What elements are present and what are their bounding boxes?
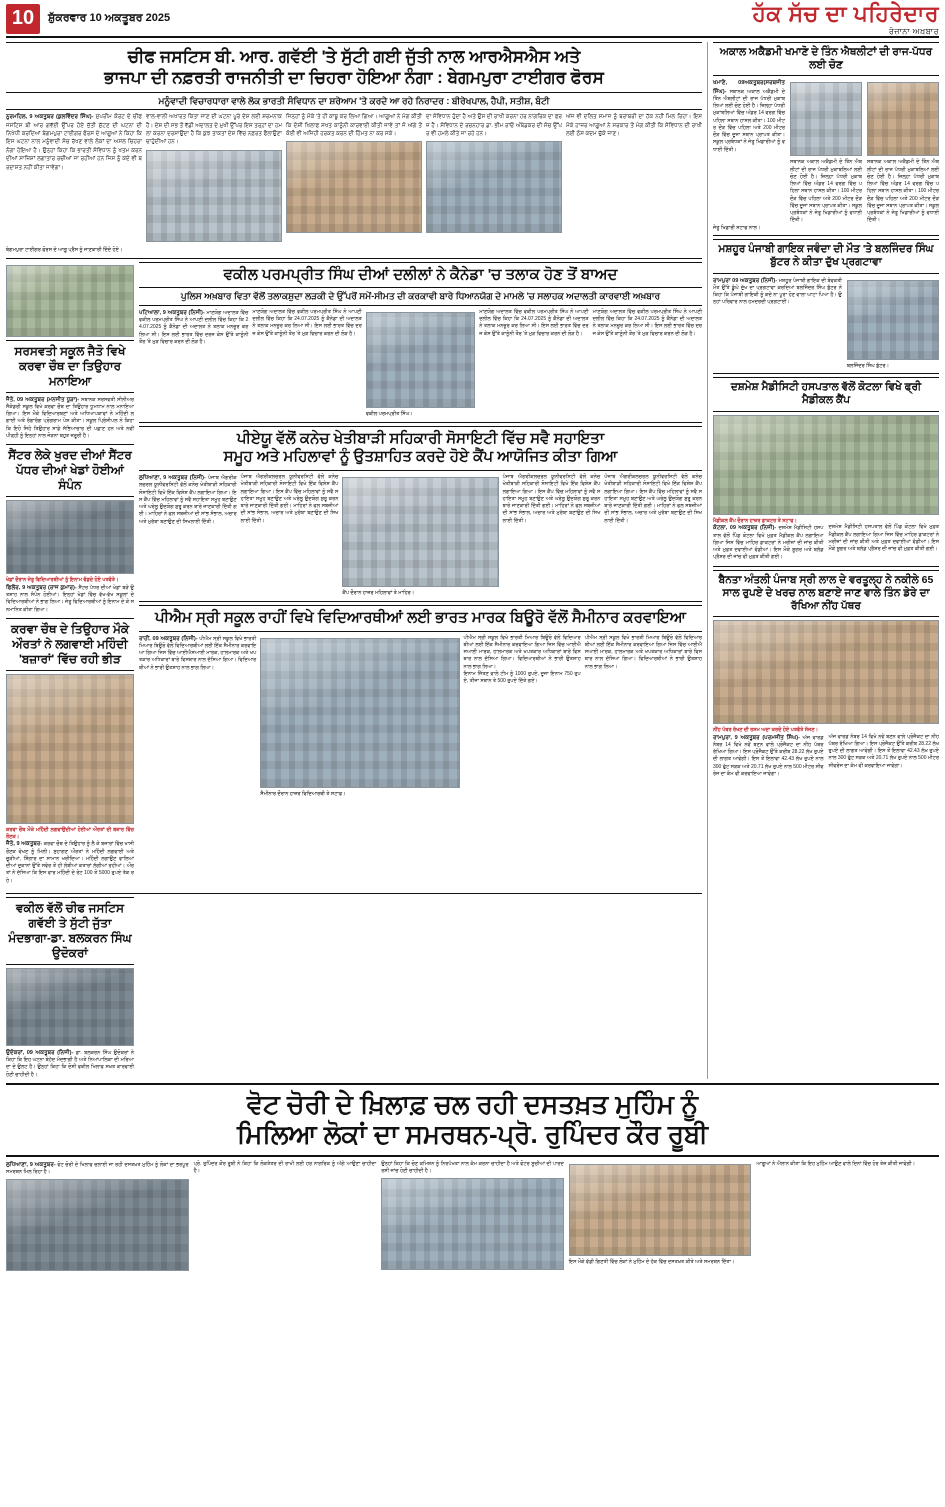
story-hospital [713, 377, 939, 561]
divider-r2 [713, 373, 939, 374]
pau-byline: ਲੁਧਿਆਣਾ, 9 ਅਕਤੂਬਰ (ਨਿਜੀ)- [139, 475, 206, 482]
pau-headline [139, 426, 702, 472]
hospital-headline: ਦਸ਼ਮੇਸ਼ ਮੈਡੀਸਿਟੀ ਹਸਪਤਾਲ ਵੱਲੋਂ ਕੋਟਲਾ ਵਿਖੇ ਫ੍ਰੀ ਮੈਡੀਕਲ ਕੈਂਪ [713, 377, 939, 411]
lead-photo-b [286, 141, 422, 233]
singer-photo [847, 280, 939, 360]
karva-headline: ਕਰਵਾ ਚੌਥ ਦੇ ਤਿਉਹਾਰ ਮੌਕੇ ਔਰਤਾਂ ਨੇ ਲਗਵਾਈ ਮਹਿੰਦੀ 'ਬਜ਼ਾਰਾਂ' ਵਿੱਚ ਰਹੀ ਭੀੜ [6, 618, 134, 671]
lead-col-4 [426, 113, 562, 245]
lead-photo-caption: ਬੇਗਮਪੁਰਾ ਟਾਈਗਰ ਫੋਰਸ ਦੇ ਆਗੂ ਪ੍ਰੈਸ ਨੂੰ ਜਾਣਕਾਰੀ ਦਿੰਦੇ ਹੋਏ। [6, 246, 123, 253]
page-number: 10 [6, 4, 40, 34]
saraswati-headline: ਸਰਸਵਤੀ ਸਕੂਲ ਜੈਤੋ ਵਿਖੇ ਕਰਵਾ ਚੌਥ ਦਾ ਤਿਉਹਾਰ ਮਨਾਇਆ [6, 340, 134, 393]
divider-r3 [713, 566, 939, 567]
akal-text-2: ਸਥਾਨਕ ਅਕਾਲ ਅਕੈਡਮੀ ਦੇ ਤਿੰਨ ਐਥਲੀਟਾਂ ਦੀ ਰਾਜ ਪੱਧਰੀ ਮੁਕਾਬਲਿਆਂ ਲਈ ਚੋਣ ਹੋਈ ਹੈ। ਜ਼ਿਲ੍ਹਾ ਪੱਧਰੀ ਮੁਕਾਬਲਿਆਂ ਵਿੱਚ ਅੰਡਰ 14 ਵਰਗ ਵਿੱਚ ਪਹਿਲਾ ਸਥਾਨ ਹਾਸਲ ਕੀਤਾ। 100 ਮੀਟਰ ਦੌੜ ਵਿੱਚ ਪਹਿਲਾ ਅਤੇ 200 ਮੀਟਰ ਦੌੜ ਵਿੱਚ ਦੂਜਾ ਸਥਾਨ ਪ੍ਰਾਪਤ ਕੀਤਾ। ਸਕੂਲ ਪ੍ਰਬੰਧਕਾਂ ਨੇ ਜੇਤੂ ਖਿਡਾਰੀਆਂ ਨੂੰ ਵਧਾਈ ਦਿੱਤੀ। [790, 159, 862, 224]
banner-text-2: ਪ੍ਰੋ. ਰੁਪਿੰਦਰ ਕੌਰ ਰੂਬੀ ਨੇ ਕਿਹਾ ਕਿ ਲੋਕਤੰਤਰ ਦੀ ਰਾਖੀ ਲਈ ਹਰ ਨਾਗਰਿਕ ਨੂੰ ਅੱਗੇ ਆਉਣਾ ਚਾਹੀਦਾ ਹੈ। [193, 1160, 377, 1174]
hospital-caption: ਮੈਡੀਕਲ ਕੈਂਪ ਦੌਰਾਨ ਹਾਜ਼ਰ ਡਾਕਟਰ ਤੇ ਸਟਾਫ। [713, 517, 797, 524]
akal-caption: ਜੇਤੂ ਖਿਡਾਰੀ ਸਟਾਫ ਨਾਲ। [713, 224, 761, 231]
divider-3 [139, 601, 702, 602]
singer-headline: ਮਸ਼ਹੂਰ ਪੰਜਾਬੀ ਗਾਇਕ ਜਵੰਦਾ ਦੀ ਮੌਤ 'ਤੇ ਬਲਜਿੰਦਰ ਸਿੰਘ ਬੁੱਟਰ ਨੇ ਕੀਤਾ ਦੁੱਖ ਪ੍ਰਗਟਾਵਾ [713, 239, 939, 273]
karva-byline: ਜੈਤੋ, 9 ਅਕਤੂਬਰ- [6, 841, 43, 848]
story-singer [713, 239, 939, 369]
lead-text-1: ਸੁਪਰੀਮ ਕੋਰਟ ਦੇ ਚੀਫ ਜਸਟਿਸ ਬੀ ਆਰ ਗਵੱਈ ਉੱਪਰ ਹੋਏ ਜੁੱਤੀ ਸੁੱਟਣ ਦੀ ਘਟਨਾ ਦੀ ਨਿਖੇਧੀ ਕਰਦਿਆਂ ਬੇਗਮਪੁਰਾ ਟਾਈਗਰ ਫੋਰਸ ਦੇ ਆਗੂਆਂ ਨੇ ਕਿਹਾ ਕਿ ਇਸ ਘਟਨਾ ਨਾਲ ਮਨੂੰਵਾਦੀ ਸੋਚ ਰੱਖਣ ਵਾਲੇ ਲੋਕਾਂ ਦਾ ਅਸਲ ਚਿਹਰਾ ਨੰਗਾ ਹੋਇਆ ਹੈ। ਉਨ੍ਹਾਂ ਕਿਹਾ ਕਿ ਭਾਰਤੀ ਸੰਵਿਧਾਨ ਨੂੰ ਖਤਮ ਕਰਨ ਦੀਆਂ ਸਾਜ਼ਿਸ਼ਾਂ ਲਗਾਤਾਰ ਰਚੀਆਂ ਜਾ ਰਹੀਆਂ ਹਨ ਜਿਸ ਨੂੰ ਕਦੇ ਵੀ ਬਰਦਾਸ਼ਤ ਨਹੀਂ ਕੀਤਾ ਜਾਵੇਗਾ। [6, 114, 143, 171]
bottom-banner-headline [6, 1083, 939, 1157]
akal-headline: ਅਕਾਲ ਅਕੈਡਮੀ ਖਮਾਣੋ ਦੇ ਤਿੰਨ ਐਥਲੀਟਾਂ ਦੀ ਰਾਜ-ਪੱਧਰ ਲਈ ਚੋਣ [713, 42, 939, 76]
lawyer-bottom-photo [6, 968, 134, 1046]
vakil-byline: ਪਟਿਆਲਾ, 9 ਅਕਤੂਬਰ (ਨਿਜੀ)- [139, 309, 205, 316]
divider-1 [6, 258, 702, 259]
pau-photo [342, 477, 498, 587]
bottom-banner-line1: ਵੋਟ ਚੋਰੀ ਦੇ ਖ਼ਿਲਾਫ਼ ਚਲ ਰਹੀ ਦਸਤਖ਼ਤ ਮੁਹਿੰਮ ਨੂੰ [246, 1088, 699, 1119]
akal-text-3: ਸਥਾਨਕ ਅਕਾਲ ਅਕੈਡਮੀ ਦੇ ਤਿੰਨ ਐਥਲੀਟਾਂ ਦੀ ਰਾਜ ਪੱਧਰੀ ਮੁਕਾਬਲਿਆਂ ਲਈ ਚੋਣ ਹੋਈ ਹੈ। ਜ਼ਿਲ੍ਹਾ ਪੱਧਰੀ ਮੁਕਾਬਲਿਆਂ ਵਿੱਚ ਅੰਡਰ 14 ਵਰਗ ਵਿੱਚ ਪਹਿਲਾ ਸਥਾਨ ਹਾਸਲ ਕੀਤਾ। 100 ਮੀਟਰ ਦੌੜ ਵਿੱਚ ਪਹਿਲਾ ਅਤੇ 200 ਮੀਟਰ ਦੌੜ ਵਿੱਚ ਦੂਜਾ ਸਥਾਨ ਪ੍ਰਾਪਤ ਕੀਤਾ। ਸਕੂਲ ਪ੍ਰਬੰਧਕਾਂ ਨੇ ਜੇਤੂ ਖਿਡਾਰੀਆਂ ਨੂੰ ਵਧਾਈ ਦਿੱਤੀ। [867, 159, 939, 224]
bainat-headline: ਬੈਨਤਾ ਅੰਤਲੀ ਪੰਜਾਬ ਸ੍ਰੀ ਲਾਲ ਦੇ ਵਰਤੂਲ੍ਹ ਨੇ ਨਕੀਲੇ 65 ਸਾਲ ਰੁਪਏ ਦੇ ਖਰਚ ਨਾਲ ਬਣਾਏ ਜਾਣ ਵਾਲੇ ਤਿੰਨ ਡੇਰੇ ਦਾ ਰੱਖਿਆ ਨੀਂਹ ਪੱਥਰ [713, 570, 939, 617]
akal-byline: ਖਮਾਣੋ, 09ਅਕਤੂਬਰ(ਸਰਬਜੀਤ ਸਿੰਘ)- [713, 80, 785, 95]
karva-caption: ਕਰਵਾ ਚੌਥ ਮੌਕੇ ਮਹਿੰਦੀ ਲਗਵਾਉਂਦੀਆਂ ਹੋਈਆਂ ਔਰਤਾਂ ਦੀ ਬਜ਼ਾਰ ਵਿੱਚ ਰੌਣਕ। [6, 826, 134, 840]
pmshri-text-3: ਪੀਐਮ ਸ੍ਰੀ ਸਕੂਲ ਵਿਖੇ ਭਾਰਤੀ ਮਿਆਰ ਬਿਊਰੋ ਵੱਲੋਂ ਵਿਦਿਆਰਥੀਆਂ ਲਈ ਇੱਕ ਸੈਮੀਨਾਰ ਕਰਵਾਇਆ ਗਿਆ ਜਿਸ ਵਿੱਚ ਆਈਐਸਆਈ ਮਾਰਕ, ਹਾਲਮਾਰਕ ਅਤੇ ਖਪਤਕਾਰ ਅਧਿਕਾਰਾਂ ਬਾਰੇ ਵਿਸਥਾਰ ਨਾਲ ਦੱਸਿਆ ਗਿਆ। ਵਿਦਿਆਰਥੀਆਂ ਨੇ ਭਾਰੀ ਉਤਸ਼ਾਹ ਨਾਲ ਭਾਗ ਲਿਆ। [584, 634, 702, 670]
newspaper-brand [752, 1, 939, 37]
banner-col-1 [6, 1161, 189, 1275]
pmshri-photo [260, 638, 459, 788]
pau-text-2: ਪੰਜਾਬ ਐਗਰੀਕਲਚਰਲ ਯੂਨੀਵਰਸਿਟੀ ਵੱਲੋਂ ਕਨੇਚ ਖੇਤੀਬਾੜੀ ਸਹਿਕਾਰੀ ਸੋਸਾਇਟੀ ਵਿਖੇ ਇੱਕ ਵਿਸ਼ੇਸ਼ ਕੈਂਪ ਲਗਾਇਆ ਗਿਆ। ਇਸ ਕੈਂਪ ਵਿੱਚ ਮਹਿਲਾਵਾਂ ਨੂੰ ਸਵੈ ਸਹਾਇਤਾ ਸਮੂਹ ਬਣਾਉਣ ਅਤੇ ਘਰੇਲੂ ਉਦਯੋਗ ਸ਼ੁਰੂ ਕਰਨ ਬਾਰੇ ਜਾਣਕਾਰੀ ਦਿੱਤੀ ਗਈ। ਮਾਹਿਰਾਂ ਨੇ ਫਲ ਸਬਜ਼ੀਆਂ ਦੀ ਸਾਂਭ ਸੰਭਾਲ, ਅਚਾਰ ਅਤੇ ਮੁਰੱਬਾ ਬਣਾਉਣ ਦੀ ਸਿਖਲਾਈ ਦਿੱਤੀ। [240, 474, 339, 524]
banner-col-2 [194, 1161, 377, 1275]
akal-text-1: ਸਥਾਨਕ ਅਕਾਲ ਅਕੈਡਮੀ ਦੇ ਤਿੰਨ ਐਥਲੀਟਾਂ ਦੀ ਰਾਜ ਪੱਧਰੀ ਮੁਕਾਬਲਿਆਂ ਲਈ ਚੋਣ ਹੋਈ ਹੈ। ਜ਼ਿਲ੍ਹਾ ਪੱਧਰੀ ਮੁਕਾਬਲਿਆਂ ਵਿੱਚ ਅੰਡਰ 14 ਵਰਗ ਵਿੱਚ ਪਹਿਲਾ ਸਥਾਨ ਹਾਸਲ ਕੀਤਾ। 100 ਮੀਟਰ ਦੌੜ ਵਿੱਚ ਪਹਿਲਾ ਅਤੇ 200 ਮੀਟਰ ਦੌੜ ਵਿੱਚ ਦੂਜਾ ਸਥਾਨ ਪ੍ਰਾਪਤ ਕੀਤਾ। ਸਕੂਲ ਪ੍ਰਬੰਧਕਾਂ ਨੇ ਜੇਤੂ ਖਿਡਾਰੀਆਂ ਨੂੰ ਵਧਾਈ ਦਿੱਤੀ। [713, 88, 786, 153]
lawyer-bottom-byline: ਉਦੋਕਰਾਂ, 09 ਅਕਤੂਬਰ (ਨਿਜੀ)- [6, 1049, 74, 1056]
row-three [6, 897, 702, 1079]
pmshri-text-2: ਪੀਐਮ ਸ੍ਰੀ ਸਕੂਲ ਵਿਖੇ ਭਾਰਤੀ ਮਿਆਰ ਬਿਊਰੋ ਵੱਲੋਂ ਵਿਦਿਆਰਥੀਆਂ ਲਈ ਇੱਕ ਸੈਮੀਨਾਰ ਕਰਵਾਇਆ ਗਿਆ ਜਿਸ ਵਿੱਚ ਆਈਐਸਆਈ ਮਾਰਕ, ਹਾਲਮਾਰਕ ਅਤੇ ਖਪਤਕਾਰ ਅਧਿਕਾਰਾਂ ਬਾਰੇ ਵਿਸਥਾਰ ਨਾਲ ਦੱਸਿਆ ਗਿਆ। ਵਿਦਿਆਰਥੀਆਂ ਨੇ ਭਾਰੀ ਉਤਸ਼ਾਹ ਨਾਲ ਭਾਗ ਲਿਆ। [463, 634, 581, 670]
bottom-banner-line2: ਮਿਲਿਆ ਲੋਕਾਂ ਦਾ ਸਮਰਥਨ-ਪ੍ਰੋ. ਰੁਪਿੰਦਰ ਕੌਰ ਰੂਬੀ [236, 1118, 709, 1149]
bottom-banner-body [6, 1161, 939, 1275]
banner-text-4: ਇਸ ਮੌਕੇ ਵੱਡੀ ਗਿਣਤੀ ਵਿੱਚ ਲੋਕਾਂ ਨੇ ਮੁਹਿੰਮ ਦੇ ਹੱਕ ਵਿੱਚ ਦਸਤਖ਼ਤ ਕੀਤੇ ਅਤੇ ਸਮਰਥਨ ਦਿੱਤਾ। [568, 1258, 735, 1265]
centre-headline: ਸੈਂਟਰ ਲੇਕੇ ਖੁਰਦ ਦੀਆਂ ਸੈਂਟਰ ਪੱਧਰ ਦੀਆਂ ਖੇਡਾਂ ਹੋਈਆਂ ਸੰਪੰਨ [6, 444, 134, 497]
lead-headline [6, 42, 702, 93]
story-akal [713, 42, 939, 231]
banner-byline: ਲੁਧਿਆਣਾ, 9 ਅਕਤੂਬਰ- [6, 1161, 56, 1168]
pmshri-caption: ਸੈਮੀਨਾਰ ਦੌਰਾਨ ਹਾਜ਼ਰ ਵਿਦਿਆਰਥੀ ਤੇ ਸਟਾਫ। [260, 790, 346, 797]
divider-2 [139, 422, 702, 423]
lead-photo-c [426, 141, 562, 233]
akal-photo-2 [867, 82, 939, 156]
hospital-text-2: ਦਸ਼ਮੇਸ਼ ਮੈਡੀਸਿਟੀ ਹਸਪਤਾਲ ਵੱਲੋਂ ਪਿੰਡ ਕੋਟਲਾ ਵਿਖੇ ਮੁਫ਼ਤ ਮੈਡੀਕਲ ਕੈਂਪ ਲਗਾਇਆ ਗਿਆ ਜਿਸ ਵਿੱਚ ਮਾਹਿਰ ਡਾਕਟਰਾਂ ਨੇ ਮਰੀਜ਼ਾਂ ਦੀ ਜਾਂਚ ਕੀਤੀ ਅਤੇ ਮੁਫ਼ਤ ਦਵਾਈਆਂ ਵੰਡੀਆਂ। ਇਸ ਮੌਕੇ ਸ਼ੂਗਰ ਅਤੇ ਬਲੱਡ ਪ੍ਰੈਸ਼ਰ ਦੀ ਜਾਂਚ ਵੀ ਮੁਫ਼ਤ ਕੀਤੀ ਗਈ। [828, 524, 939, 552]
karva-photo [6, 674, 134, 824]
story-bainat [713, 570, 939, 779]
vakil-text-2: ਮਾਣਯੋਗ ਅਦਾਲਤ ਵਿੱਚ ਵਕੀਲ ਪਰਮਪ੍ਰੀਤ ਸਿੰਘ ਨੇ ਆਪਣੀ ਦਲੀਲ ਵਿੱਚ ਕਿਹਾ ਕਿ 24.07.2025 ਨੂੰ ਕੈਨੇਡਾ ਦੀ ਅਦਾਲਤ ਨੇ ਤਲਾਕ ਮਨਜ਼ੂਰ ਕਰ ਲਿਆ ਸੀ। ਇਸ ਲਈ ਭਾਰਤ ਵਿੱਚ ਦਰਜ ਕੇਸ ਉੱਤੇ ਕਾਨੂੰਨੀ ਤੌਰ 'ਤੇ ਮੁੜ ਵਿਚਾਰ ਕਰਨ ਦੀ ਲੋੜ ਹੈ। [252, 308, 362, 337]
saraswati-byline: ਜੈਤੋ, 09 ਅਕਤੂਬਰ (ਮਨਜੀਤ ਧੂੜਾ)- [6, 396, 80, 403]
centre-byline: ਫਿਲੌਰ, 9 ਅਕਤੂਬਰ (ਰਾਜ ਕੁਮਾਰ)- [6, 584, 77, 591]
pau-text-4: ਪੰਜਾਬ ਐਗਰੀਕਲਚਰਲ ਯੂਨੀਵਰਸਿਟੀ ਵੱਲੋਂ ਕਨੇਚ ਖੇਤੀਬਾੜੀ ਸਹਿਕਾਰੀ ਸੋਸਾਇਟੀ ਵਿਖੇ ਇੱਕ ਵਿਸ਼ੇਸ਼ ਕੈਂਪ ਲਗਾਇਆ ਗਿਆ। ਇਸ ਕੈਂਪ ਵਿੱਚ ਮਹਿਲਾਵਾਂ ਨੂੰ ਸਵੈ ਸਹਾਇਤਾ ਸਮੂਹ ਬਣਾਉਣ ਅਤੇ ਘਰੇਲੂ ਉਦਯੋਗ ਸ਼ੁਰੂ ਕਰਨ ਬਾਰੇ ਜਾਣਕਾਰੀ ਦਿੱਤੀ ਗਈ। ਮਾਹਿਰਾਂ ਨੇ ਫਲ ਸਬਜ਼ੀਆਂ ਦੀ ਸਾਂਭ ਸੰਭਾਲ, ਅਚਾਰ ਅਤੇ ਮੁਰੱਬਾ ਬਣਾਉਣ ਦੀ ਸਿਖਲਾਈ ਦਿੱਤੀ। [604, 474, 702, 524]
story-centre [6, 444, 134, 614]
centre-photo [6, 500, 134, 574]
vakil-caption: ਵਕੀਲ ਪਰਮਪ੍ਰੀਤ ਸਿੰਘ। [365, 410, 413, 417]
lead-photo-a [146, 150, 282, 242]
story-saraswati [6, 265, 134, 441]
banner-text-3: ਉਨ੍ਹਾਂ ਕਿਹਾ ਕਿ ਚੋਣ ਕਮਿਸ਼ਨ ਨੂੰ ਨਿਰਪੱਖਤਾ ਨਾਲ ਕੰਮ ਕਰਨਾ ਚਾਹੀਦਾ ਹੈ ਅਤੇ ਵੋਟਰ ਸੂਚੀਆਂ ਦੀ ਪਾਰਦਰਸ਼ੀ ਜਾਂਚ ਹੋਣੀ ਚਾਹੀਦੀ ਹੈ। [381, 1160, 564, 1174]
vakil-text-4: ਮਾਣਯੋਗ ਅਦਾਲਤ ਵਿੱਚ ਵਕੀਲ ਪਰਮਪ੍ਰੀਤ ਸਿੰਘ ਨੇ ਆਪਣੀ ਦਲੀਲ ਵਿੱਚ ਕਿਹਾ ਕਿ 24.07.2025 ਨੂੰ ਕੈਨੇਡਾ ਦੀ ਅਦਾਲਤ ਨੇ ਤਲਾਕ ਮਨਜ਼ੂਰ ਕਰ ਲਿਆ ਸੀ। ਇਸ ਲਈ ਭਾਰਤ ਵਿੱਚ ਦਰਜ ਕੇਸ ਉੱਤੇ ਕਾਨੂੰਨੀ ਤੌਰ 'ਤੇ ਮੁੜ ਵਿਚਾਰ ਕਰਨ ਦੀ ਲੋੜ ਹੈ। [592, 308, 703, 337]
brand-title: ਹੱਕ ਸੱਚ ਦਾ ਪਹਿਰੇਦਾਰ [752, 0, 939, 26]
pmshri-note: ਇਨਾਮ ਜਿੱਤਣ ਵਾਲੇ ਟੀਮ ਨੂੰ 1000 ਰੁਪਏ, ਦੂਜਾ ਇਨਾਮ 750 ਰੁਪਏ, ਤੀਜਾ ਸਥਾਨ ਤੇ 500 ਰੁਪਏ ਦਿੱਤੇ ਗਏ। [463, 670, 581, 685]
vakil-headline: ਵਕੀਲ ਪਰਮਪ੍ਰੀਤ ਸਿੰਘ ਦੀਆਂ ਦਲੀਲਾਂ ਨੇ ਕੈਨੇਡਾ 'ਚ ਤਲਾਕ ਹੋਣ ਤੋਂ ਬਾਅਦ [139, 262, 702, 289]
lead-subhead: ਮਨੂੰਵਾਦੀ ਵਿਚਾਰਧਾਰਾ ਵਾਲੇ ਲੋਕ ਭਾਰਤੀ ਸੰਵਿਧਾਨ ਦਾ ਸ਼ਰੇਆਮ 'ਤੇ ਕਰਦੇ ਆ ਰਹੇ ਨਿਰਾਦਰ : ਬੀਰੇਖਪਾਲ, ਹੈਪੀ, ਸਤੀਸ਼, ਬੰਟੀ [6, 96, 702, 111]
lead-col-2 [146, 113, 282, 245]
story-vakil [139, 262, 702, 418]
bainat-text-1: ਅੱਜ ਵਾਰਡ ਨੰਬਰ 14 ਵਿਖੇ ਨਵੇਂ ਬਣਨ ਵਾਲੇ ਪ੍ਰੋਜੈਕਟ ਦਾ ਨੀਂਹ ਪੱਥਰ ਰੱਖਿਆ ਗਿਆ। ਇਸ ਪ੍ਰੋਜੈਕਟ ਉੱਤੇ ਕਰੀਬ 28.22 ਲੱਖ ਰੁਪਏ ਦੀ ਲਾਗਤ ਆਵੇਗੀ। ਇਸ ਤੋਂ ਇਲਾਵਾ 42.43 ਲੱਖ ਰੁਪਏ ਨਾਲ 300 ਫੁੱਟ ਸੜਕ ਅਤੇ 20.71 ਲੱਖ ਰੁਪਏ ਨਾਲ 500 ਮੀਟਰ ਸੀਵਰੇਜ ਦਾ ਕੰਮ ਵੀ ਕਰਵਾਇਆ ਜਾਵੇਗਾ। [713, 734, 824, 777]
vakil-text-1: ਮਾਣਯੋਗ ਅਦਾਲਤ ਵਿੱਚ ਵਕੀਲ ਪਰਮਪ੍ਰੀਤ ਸਿੰਘ ਨੇ ਆਪਣੀ ਦਲੀਲ ਵਿੱਚ ਕਿਹਾ ਕਿ 24.07.2025 ਨੂੰ ਕੈਨੇਡਾ ਦੀ ਅਦਾਲਤ ਨੇ ਤਲਾਕ ਮਨਜ਼ੂਰ ਕਰ ਲਿਆ ਸੀ। ਇਸ ਲਈ ਭਾਰਤ ਵਿੱਚ ਦਰਜ ਕੇਸ ਉੱਤੇ ਕਾਨੂੰਨੀ ਤੌਰ 'ਤੇ ਮੁੜ ਵਿਚਾਰ ਕਰਨ ਦੀ ਲੋੜ ਹੈ। [139, 309, 249, 345]
banner-photo-2 [381, 1178, 564, 1270]
pau-headline-line1: ਪੀਏਯੂ ਵੱਲੋਂ ਕਨੇਚ ਖੇਤੀਬਾੜੀ ਸਹਿਕਾਰੀ ਸੋਸਾਇਟੀ ਵਿੱਚ ਸਵੈ ਸਹਾਇਤਾ [236, 429, 605, 447]
lead-byline: ਨੂਰਮਹਿਲ, 9 ਅਕਤੂਬਰ (ਕੁਲਵਿੰਦਰ ਸਿੰਘ)- [6, 114, 94, 121]
row-two [6, 262, 702, 889]
story-pau [139, 426, 702, 597]
right-rail [707, 42, 939, 1079]
issue-date: ਸ਼ੁੱਕਰਵਾਰ 10 ਅਕਤੂਬਰ 2025 [48, 12, 171, 24]
bainat-photo [713, 620, 939, 724]
singer-byline: ਰਾਮਪੁਰਾ 09 ਅਕਤੂਬਰ (ਨਿਜੀ)- [713, 277, 778, 284]
pau-text-1: ਪੰਜਾਬ ਐਗਰੀਕਲਚਰਲ ਯੂਨੀਵਰਸਿਟੀ ਵੱਲੋਂ ਕਨੇਚ ਖੇਤੀਬਾੜੀ ਸਹਿਕਾਰੀ ਸੋਸਾਇਟੀ ਵਿਖੇ ਇੱਕ ਵਿਸ਼ੇਸ਼ ਕੈਂਪ ਲਗਾਇਆ ਗਿਆ। ਇਸ ਕੈਂਪ ਵਿੱਚ ਮਹਿਲਾਵਾਂ ਨੂੰ ਸਵੈ ਸਹਾਇਤਾ ਸਮੂਹ ਬਣਾਉਣ ਅਤੇ ਘਰੇਲੂ ਉਦਯੋਗ ਸ਼ੁਰੂ ਕਰਨ ਬਾਰੇ ਜਾਣਕਾਰੀ ਦਿੱਤੀ ਗਈ। ਮਾਹਿਰਾਂ ਨੇ ਫਲ ਸਬਜ਼ੀਆਂ ਦੀ ਸਾਂਭ ਸੰਭਾਲ, ਅਚਾਰ ਅਤੇ ਮੁਰੱਬਾ ਬਣਾਉਣ ਦੀ ਸਿਖਲਾਈ ਦਿੱਤੀ। [139, 475, 237, 525]
pmshri-byline: ਰਾਹੀਂ, 09 ਅਕਤੂਬਰ (ਨਿਜੀ)- [139, 635, 198, 642]
bainat-caption: ਨੀਂਹ ਪੱਥਰ ਰੱਖਣ ਦੀ ਰਸਮ ਅਦਾ ਕਰਦੇ ਹੋਏ ਪਤਵੰਤੇ ਸੱਜਣ। [713, 726, 818, 733]
vakil-subhead: ਪੁਲਿਸ ਅਖ਼ਬਾਰ ਵਿਤਾ ਵੱਲੋਂ ਤਲਾਕਸ਼ੁਦਾ ਲੜਕੀ ਦੇ ਉੱਪਰੋਂ ਸਮੇਂ-ਸੀਮਤ ਦੀ ਕਰਕਾਵੀ ਬਾਰੇ ਧਿਆਨਯੋਗ ਦੇ ਮਾਮਲੇ 'ਚ ਸਲਾਹਕ ਅਦਾਲਤੀ ਕਾਰਵਾਈ ਅਖ਼ਬਾਰ [139, 291, 702, 306]
bainat-text-2: ਅੱਜ ਵਾਰਡ ਨੰਬਰ 14 ਵਿਖੇ ਨਵੇਂ ਬਣਨ ਵਾਲੇ ਪ੍ਰੋਜੈਕਟ ਦਾ ਨੀਂਹ ਪੱਥਰ ਰੱਖਿਆ ਗਿਆ। ਇਸ ਪ੍ਰੋਜੈਕਟ ਉੱਤੇ ਕਰੀਬ 28.22 ਲੱਖ ਰੁਪਏ ਦੀ ਲਾਗਤ ਆਵੇਗੀ। ਇਸ ਤੋਂ ਇਲਾਵਾ 42.43 ਲੱਖ ਰੁਪਏ ਨਾਲ 300 ਫੁੱਟ ਸੜਕ ਅਤੇ 20.71 ਲੱਖ ਰੁਪਏ ਨਾਲ 500 ਮੀਟਰ ਸੀਵਰੇਜ ਦਾ ਕੰਮ ਵੀ ਕਰਵਾਇਆ ਜਾਵੇਗਾ। [828, 733, 939, 769]
lead-text-2: ਵਾਲ-ਵਾਲੀ ਅਖਾਰਤ ਕਿਤਾ ਜਾਣ ਦੀ ਘਟਨਾ ਪੂਰੇ ਦੇਸ਼ ਲਈ ਸ਼ਰਮਨਾਕ ਹੈ। ਦੇਸ਼ ਦੀ ਸਭ ਤੋਂ ਵੱਡੀ ਅਦਾਲਤ ਦੇ ਮੁਖੀ ਉੱਪਰ ਇਸ ਤਰ੍ਹਾਂ ਦਾ ਹਮਲਾ ਕਰਨਾ ਦਰਸਾਉਂਦਾ ਹੈ ਕਿ ਕੁਝ ਤਾਕਤਾਂ ਦੇਸ਼ ਵਿੱਚ ਨਫ਼ਰਤ ਫੈਲਾਉਣਾ ਚਾਹੁੰਦੀਆਂ ਹਨ। [146, 114, 282, 146]
lead-story [6, 42, 702, 254]
banner-col-4 [569, 1161, 752, 1275]
karva-text: ਕਰਵਾ ਚੌਥ ਦੇ ਤਿਉਹਾਰ ਨੂੰ ਲੈ ਕੇ ਬਜ਼ਾਰਾਂ ਵਿੱਚ ਖਾਸੀ ਰੌਣਕ ਵੇਖਣ ਨੂੰ ਮਿਲੀ। ਸੁਹਾਗਣ ਔਰਤਾਂ ਨੇ ਮਹਿੰਦੀ ਲਗਵਾਈ ਅਤੇ ਚੂੜੀਆਂ, ਸ਼ਿੰਗਾਰ ਦਾ ਸਾਮਾਨ ਖਰੀਦਿਆ। ਮਹਿੰਦੀ ਲਗਾਉਣ ਵਾਲਿਆਂ ਦੀਆਂ ਦੁਕਾਨਾਂ ਉੱਤੇ ਸਵੇਰ ਤੋਂ ਹੀ ਲੰਬੀਆਂ ਕਤਾਰਾਂ ਲੱਗੀਆਂ ਰਹੀਆਂ। ਔਰਤਾਂ ਨੇ ਦੱਸਿਆ ਕਿ ਇਸ ਵਾਰ ਮਹਿੰਦੀ ਦੇ ਰੇਟ 100 ਤੋਂ 5000 ਰੁਪਏ ਤੱਕ ਰਹੇ। [6, 841, 134, 884]
vakil-text-3: ਮਾਣਯੋਗ ਅਦਾਲਤ ਵਿੱਚ ਵਕੀਲ ਪਰਮਪ੍ਰੀਤ ਸਿੰਘ ਨੇ ਆਪਣੀ ਦਲੀਲ ਵਿੱਚ ਕਿਹਾ ਕਿ 24.07.2025 ਨੂੰ ਕੈਨੇਡਾ ਦੀ ਅਦਾਲਤ ਨੇ ਤਲਾਕ ਮਨਜ਼ੂਰ ਕਰ ਲਿਆ ਸੀ। ਇਸ ਲਈ ਭਾਰਤ ਵਿੱਚ ਦਰਜ ਕੇਸ ਉੱਤੇ ਕਾਨੂੰਨੀ ਤੌਰ 'ਤੇ ਮੁੜ ਵਿਚਾਰ ਕਰਨ ਦੀ ਲੋੜ ਹੈ। [479, 308, 589, 337]
saraswati-photo [6, 265, 134, 337]
singer-caption: ਬਲਜਿੰਦਰ ਸਿੰਘ ਬੁੱਟਰ। [846, 362, 889, 369]
bottom-filler [139, 897, 702, 1079]
banner-col-3 [381, 1161, 564, 1275]
masthead [6, 0, 939, 38]
hospital-text-1: ਦਸ਼ਮੇਸ਼ ਮੈਡੀਸਿਟੀ ਹਸਪਤਾਲ ਵੱਲੋਂ ਪਿੰਡ ਕੋਟਲਾ ਵਿਖੇ ਮੁਫ਼ਤ ਮੈਡੀਕਲ ਕੈਂਪ ਲਗਾਇਆ ਗਿਆ ਜਿਸ ਵਿੱਚ ਮਾਹਿਰ ਡਾਕਟਰਾਂ ਨੇ ਮਰੀਜ਼ਾਂ ਦੀ ਜਾਂਚ ਕੀਤੀ ਅਤੇ ਮੁਫ਼ਤ ਦਵਾਈਆਂ ਵੰਡੀਆਂ। ਇਸ ਮੌਕੇ ਸ਼ੂਗਰ ਅਤੇ ਬਲੱਡ ਪ੍ਰੈਸ਼ਰ ਦੀ ਜਾਂਚ ਵੀ ਮੁਫ਼ਤ ਕੀਤੀ ਗਈ। [713, 525, 824, 561]
pmshri-headline: ਪੀਐਮ ਸ੍ਰੀ ਸਕੂਲ ਰਾਹੀਂ ਵਿਖੇ ਵਿਦਿਆਰਥੀਆਂ ਲਈ ਭਾਰਤ ਮਾਰਕ ਬਿਊਰੋ ਵੱਲੋਂ ਸੈਮੀਨਾਰ ਕਰਵਾਇਆ [139, 605, 702, 632]
story-lawyer-bottom [6, 897, 134, 1079]
left-rail [6, 262, 134, 889]
banner-photo-1 [6, 1179, 189, 1271]
banner-text-5: ਆਗੂਆਂ ਨੇ ਐਲਾਨ ਕੀਤਾ ਕਿ ਇਹ ਮੁਹਿੰਮ ਆਉਣ ਵਾਲੇ ਦਿਨਾਂ ਵਿੱਚ ਹੋਰ ਤੇਜ਼ ਕੀਤੀ ਜਾਵੇਗੀ। [756, 1160, 916, 1167]
lead-text-5: ਅੱਜ ਵੀ ਦਲਿਤ ਸਮਾਜ ਨੂੰ ਬਰਾਬਰੀ ਦਾ ਹੱਕ ਨਹੀਂ ਮਿਲ ਰਿਹਾ। ਇਸ ਮੌਕੇ ਹਾਜ਼ਰ ਆਗੂਆਂ ਨੇ ਸਰਕਾਰ ਤੋਂ ਮੰਗ ਕੀਤੀ ਕਿ ਸੰਵਿਧਾਨ ਦੀ ਰਾਖੀ ਲਈ ਠੋਸ ਕਦਮ ਚੁੱਕੇ ਜਾਣ। [566, 114, 702, 137]
vakil-photo [366, 312, 475, 408]
banner-text-1: ਵੋਟ ਚੋਰੀ ਦੇ ਖਿਲਾਫ ਚਲਾਈ ਜਾ ਰਹੀ ਦਸਤਖ਼ਤ ਮੁਹਿੰਮ ਨੂੰ ਲੋਕਾਂ ਦਾ ਭਰਪੂਰ ਸਮਰਥਨ ਮਿਲ ਰਿਹਾ ਹੈ। [6, 1161, 189, 1175]
story-pmshri [139, 605, 702, 798]
lead-col-5 [566, 113, 702, 245]
lawyer-bottom-headline: ਵਕੀਲ ਵੱਲੋਂ ਚੀਫ ਜਸਟਿਸ ਗਵੱਈ ਤੇ ਸੁੱਟੀ ਜੁੱਤਾ ਮੰਦਭਾਗਾ-ਡਾ. ਬਲਕਰਨ ਸਿੰਘ ਉਦੋਕਰਾਂ [6, 897, 134, 965]
banner-col-5 [756, 1161, 939, 1275]
lead-col-1 [6, 113, 142, 245]
bainat-byline: ਰਾਮਪੁਰਾ, 9 ਅਕਤੂਬਰ (ਪਰਮਜੀਤ ਸਿੰਘ)- [713, 734, 800, 741]
centre-caption: ਖੇਡਾਂ ਦੌਰਾਨ ਜੇਤੂ ਵਿਦਿਆਰਥੀਆਂ ਨੂੰ ਇਨਾਮ ਵੰਡਦੇ ਹੋਏ ਪਤਵੰਤੇ। [6, 577, 119, 583]
page-body [6, 42, 939, 1079]
saraswati-text: ਸਥਾਨਕ ਸਰਸਵਤੀ ਸੀਨੀਅਰ ਸੈਕੰਡਰੀ ਸਕੂਲ ਵਿਖੇ ਕਰਵਾ ਚੌਥ ਦਾ ਤਿਉਹਾਰ ਧੂਮਧਾਮ ਨਾਲ ਮਨਾਇਆ ਗਿਆ। ਇਸ ਮੌਕੇ ਵਿਦਿਆਰਥਣਾਂ ਅਤੇ ਅਧਿਆਪਕਾਵਾਂ ਨੇ ਮਹਿੰਦੀ ਲਗਾਈ ਅਤੇ ਰੰਗਾਰੰਗ ਪ੍ਰੋਗਰਾਮ ਪੇਸ਼ ਕੀਤਾ। ਸਕੂਲ ਪ੍ਰਿੰਸੀਪਲ ਨੇ ਕਿਹਾ ਕਿ ਇਹੋ ਜਿਹੇ ਤਿਉਹਾਰ ਸਾਡੇ ਸੱਭਿਆਚਾਰ ਦੀ ਪਛਾਣ ਹਨ ਅਤੇ ਨਵੀਂ ਪੀੜ੍ਹੀ ਨੂੰ ਇਨ੍ਹਾਂ ਨਾਲ ਜੋੜਨਾ ਬਹੁਤ ਜ਼ਰੂਰੀ ਹੈ। [6, 396, 134, 439]
story-karva [6, 618, 134, 885]
banner-photo-3 [569, 1164, 752, 1256]
hospital-byline: ਕੋਟਲਾ, 09 ਅਕਤੂਬਰ (ਨਿਜੀ)- [713, 525, 777, 532]
lead-headline-line1: ਚੀਫ ਜਸਟਿਸ ਬੀ. ਆਰ. ਗਵੱਈ 'ਤੇ ਸੁੱਟੀ ਗਈ ਜੁੱਤੀ ਨਾਲ ਆਰਐਸਐਸ ਅਤੇ [127, 47, 581, 66]
pmshri-text-1: ਪੀਐਮ ਸ੍ਰੀ ਸਕੂਲ ਵਿਖੇ ਭਾਰਤੀ ਮਿਆਰ ਬਿਊਰੋ ਵੱਲੋਂ ਵਿਦਿਆਰਥੀਆਂ ਲਈ ਇੱਕ ਸੈਮੀਨਾਰ ਕਰਵਾਇਆ ਗਿਆ ਜਿਸ ਵਿੱਚ ਆਈਐਸਆਈ ਮਾਰਕ, ਹਾਲਮਾਰਕ ਅਤੇ ਖਪਤਕਾਰ ਅਧਿਕਾਰਾਂ ਬਾਰੇ ਵਿਸਥਾਰ ਨਾਲ ਦੱਸਿਆ ਗਿਆ। ਵਿਦਿਆਰਥੀਆਂ ਨੇ ਭਾਰੀ ਉਤਸ਼ਾਹ ਨਾਲ ਭਾਗ ਲਿਆ। [139, 635, 257, 671]
lead-text-3: ਜਿਨ੍ਹਾਂ ਨੂੰ ਮੌਕੇ 'ਤੇ ਹੀ ਕਾਬੂ ਕਰ ਲਿਆ ਗਿਆ। ਆਗੂਆਂ ਨੇ ਮੰਗ ਕੀਤੀ ਕਿ ਦੋਸ਼ੀ ਖਿਲਾਫ ਸਖਤ ਕਾਨੂੰਨੀ ਕਾਰਵਾਈ ਕੀਤੀ ਜਾਵੇ ਤਾਂ ਜੋ ਅੱਗੇ ਤੋਂ ਕੋਈ ਵੀ ਅਜਿਹੀ ਹਰਕਤ ਕਰਨ ਦੀ ਹਿੰਮਤ ਨਾ ਕਰ ਸਕੇ। [286, 114, 422, 137]
lead-headline-line2: ਭਾਜਪਾ ਦੀ ਨਫ਼ਰਤੀ ਰਾਜਨੀਤੀ ਦਾ ਚਿਹਰਾ ਹੋਇਆ ਨੰਗਾ : ਬੇਗਮਪੁਰਾ ਟਾਈਗਰ ਫੋਰਸ [104, 68, 604, 88]
akal-photo-1 [790, 82, 862, 156]
divider-4 [6, 893, 702, 894]
hospital-photo [713, 415, 939, 515]
lead-col-3 [286, 113, 422, 245]
brand-subtitle: ਰੋਜ਼ਾਨਾ ਅਖ਼ਬਾਰ [888, 26, 939, 36]
mid-column [139, 262, 702, 889]
lawyer-bottom-text: ਡਾ. ਬਲਕਰਨ ਸਿੰਘ ਉਦੋਕਰਾਂ ਨੇ ਕਿਹਾ ਕਿ ਇਹ ਘਟਨਾ ਬੇਹੱਦ ਮੰਦਭਾਗੀ ਹੈ ਅਤੇ ਨਿਆਂਪਾਲਿਕਾ ਦੀ ਮਰਿਆਦਾ ਦੇ ਉਲਟ ਹੈ। ਉਨ੍ਹਾਂ ਕਿਹਾ ਕਿ ਦੋਸ਼ੀ ਵਕੀਲ ਖਿਲਾਫ ਸਖ਼ਤ ਕਾਰਵਾਈ ਹੋਣੀ ਚਾਹੀਦੀ ਹੈ। [6, 1049, 134, 1078]
pau-text-3: ਪੰਜਾਬ ਐਗਰੀਕਲਚਰਲ ਯੂਨੀਵਰਸਿਟੀ ਵੱਲੋਂ ਕਨੇਚ ਖੇਤੀਬਾੜੀ ਸਹਿਕਾਰੀ ਸੋਸਾਇਟੀ ਵਿਖੇ ਇੱਕ ਵਿਸ਼ੇਸ਼ ਕੈਂਪ ਲਗਾਇਆ ਗਿਆ। ਇਸ ਕੈਂਪ ਵਿੱਚ ਮਹਿਲਾਵਾਂ ਨੂੰ ਸਵੈ ਸਹਾਇਤਾ ਸਮੂਹ ਬਣਾਉਣ ਅਤੇ ਘਰੇਲੂ ਉਦਯੋਗ ਸ਼ੁਰੂ ਕਰਨ ਬਾਰੇ ਜਾਣਕਾਰੀ ਦਿੱਤੀ ਗਈ। ਮਾਹਿਰਾਂ ਨੇ ਫਲ ਸਬਜ਼ੀਆਂ ਦੀ ਸਾਂਭ ਸੰਭਾਲ, ਅਚਾਰ ਅਤੇ ਮੁਰੱਬਾ ਬਣਾਉਣ ਦੀ ਸਿਖਲਾਈ ਦਿੱਤੀ। [502, 474, 601, 524]
pau-caption: ਕੈਂਪ ਦੌਰਾਨ ਹਾਜ਼ਰ ਮਹਿਲਾਵਾਂ ਤੇ ਮਾਹਿਰ। [342, 590, 415, 597]
lead-text-4: ਦਾ ਸੰਵਿਧਾਨ ਹੁੰਦਾ ਹੈ ਅਤੇ ਉਸ ਦੀ ਰਾਖੀ ਕਰਨਾ ਹਰ ਨਾਗਰਿਕ ਦਾ ਫਰਜ਼ ਹੈ। ਸੰਵਿਧਾਨ ਦੇ ਰਚਨਹਾਰ ਡਾ. ਭੀਮ ਰਾਓ ਅੰਬੇਡਕਰ ਦੀ ਸੋਚ ਉੱਪਰ ਵੀ ਹਮਲੇ ਕੀਤੇ ਜਾ ਰਹੇ ਹਨ। [426, 114, 562, 137]
singer-text: ਮਸ਼ਹੂਰ ਪੰਜਾਬੀ ਗਾਇਕ ਦੀ ਬੇਵਕਤੀ ਮੌਤ ਉੱਤੇ ਡੂੰਘੇ ਦੁੱਖ ਦਾ ਪ੍ਰਗਟਾਵਾ ਕਰਦਿਆਂ ਬਲਜਿੰਦਰ ਸਿੰਘ ਬੁੱਟਰ ਨੇ ਕਿਹਾ ਕਿ ਪੰਜਾਬੀ ਗਾਇਕੀ ਨੂੰ ਕਦੇ ਨਾ ਪੂਰਾ ਹੋਣ ਵਾਲਾ ਘਾਟਾ ਪਿਆ ਹੈ। ਉਨ੍ਹਾਂ ਪਰਿਵਾਰ ਨਾਲ ਹਮਦਰਦੀ ਪ੍ਰਗਟਾਈ। [713, 277, 842, 306]
pau-headline-line2: ਸਮੂਹ ਅਤੇ ਮਹਿਲਾਵਾਂ ਨੂੰ ਉਤਸ਼ਾਹਿਤ ਕਰਦੇ ਹੋਏ ਕੈਂਪ ਆਯੋਜਿਤ ਕੀਤਾ ਗਿਆ [223, 448, 618, 466]
divider-r1 [713, 235, 939, 236]
centre-text: ਸੈਂਟਰ ਪੱਧਰ ਦੀਆਂ ਖੇਡਾਂ ਬੜੇ ਉਤਸ਼ਾਹ ਨਾਲ ਸੰਪੰਨ ਹੋਈਆਂ। ਇਨ੍ਹਾਂ ਖੇਡਾਂ ਵਿੱਚ ਵੱਖ-ਵੱਖ ਸਕੂਲਾਂ ਦੇ ਵਿਦਿਆਰਥੀਆਂ ਨੇ ਭਾਗ ਲਿਆ। ਜੇਤੂ ਵਿਦਿਆਰਥੀਆਂ ਨੂੰ ਇਨਾਮ ਦੇ ਕੇ ਸਨਮਾਨਿਤ ਕੀਤਾ ਗਿਆ। [6, 584, 134, 613]
